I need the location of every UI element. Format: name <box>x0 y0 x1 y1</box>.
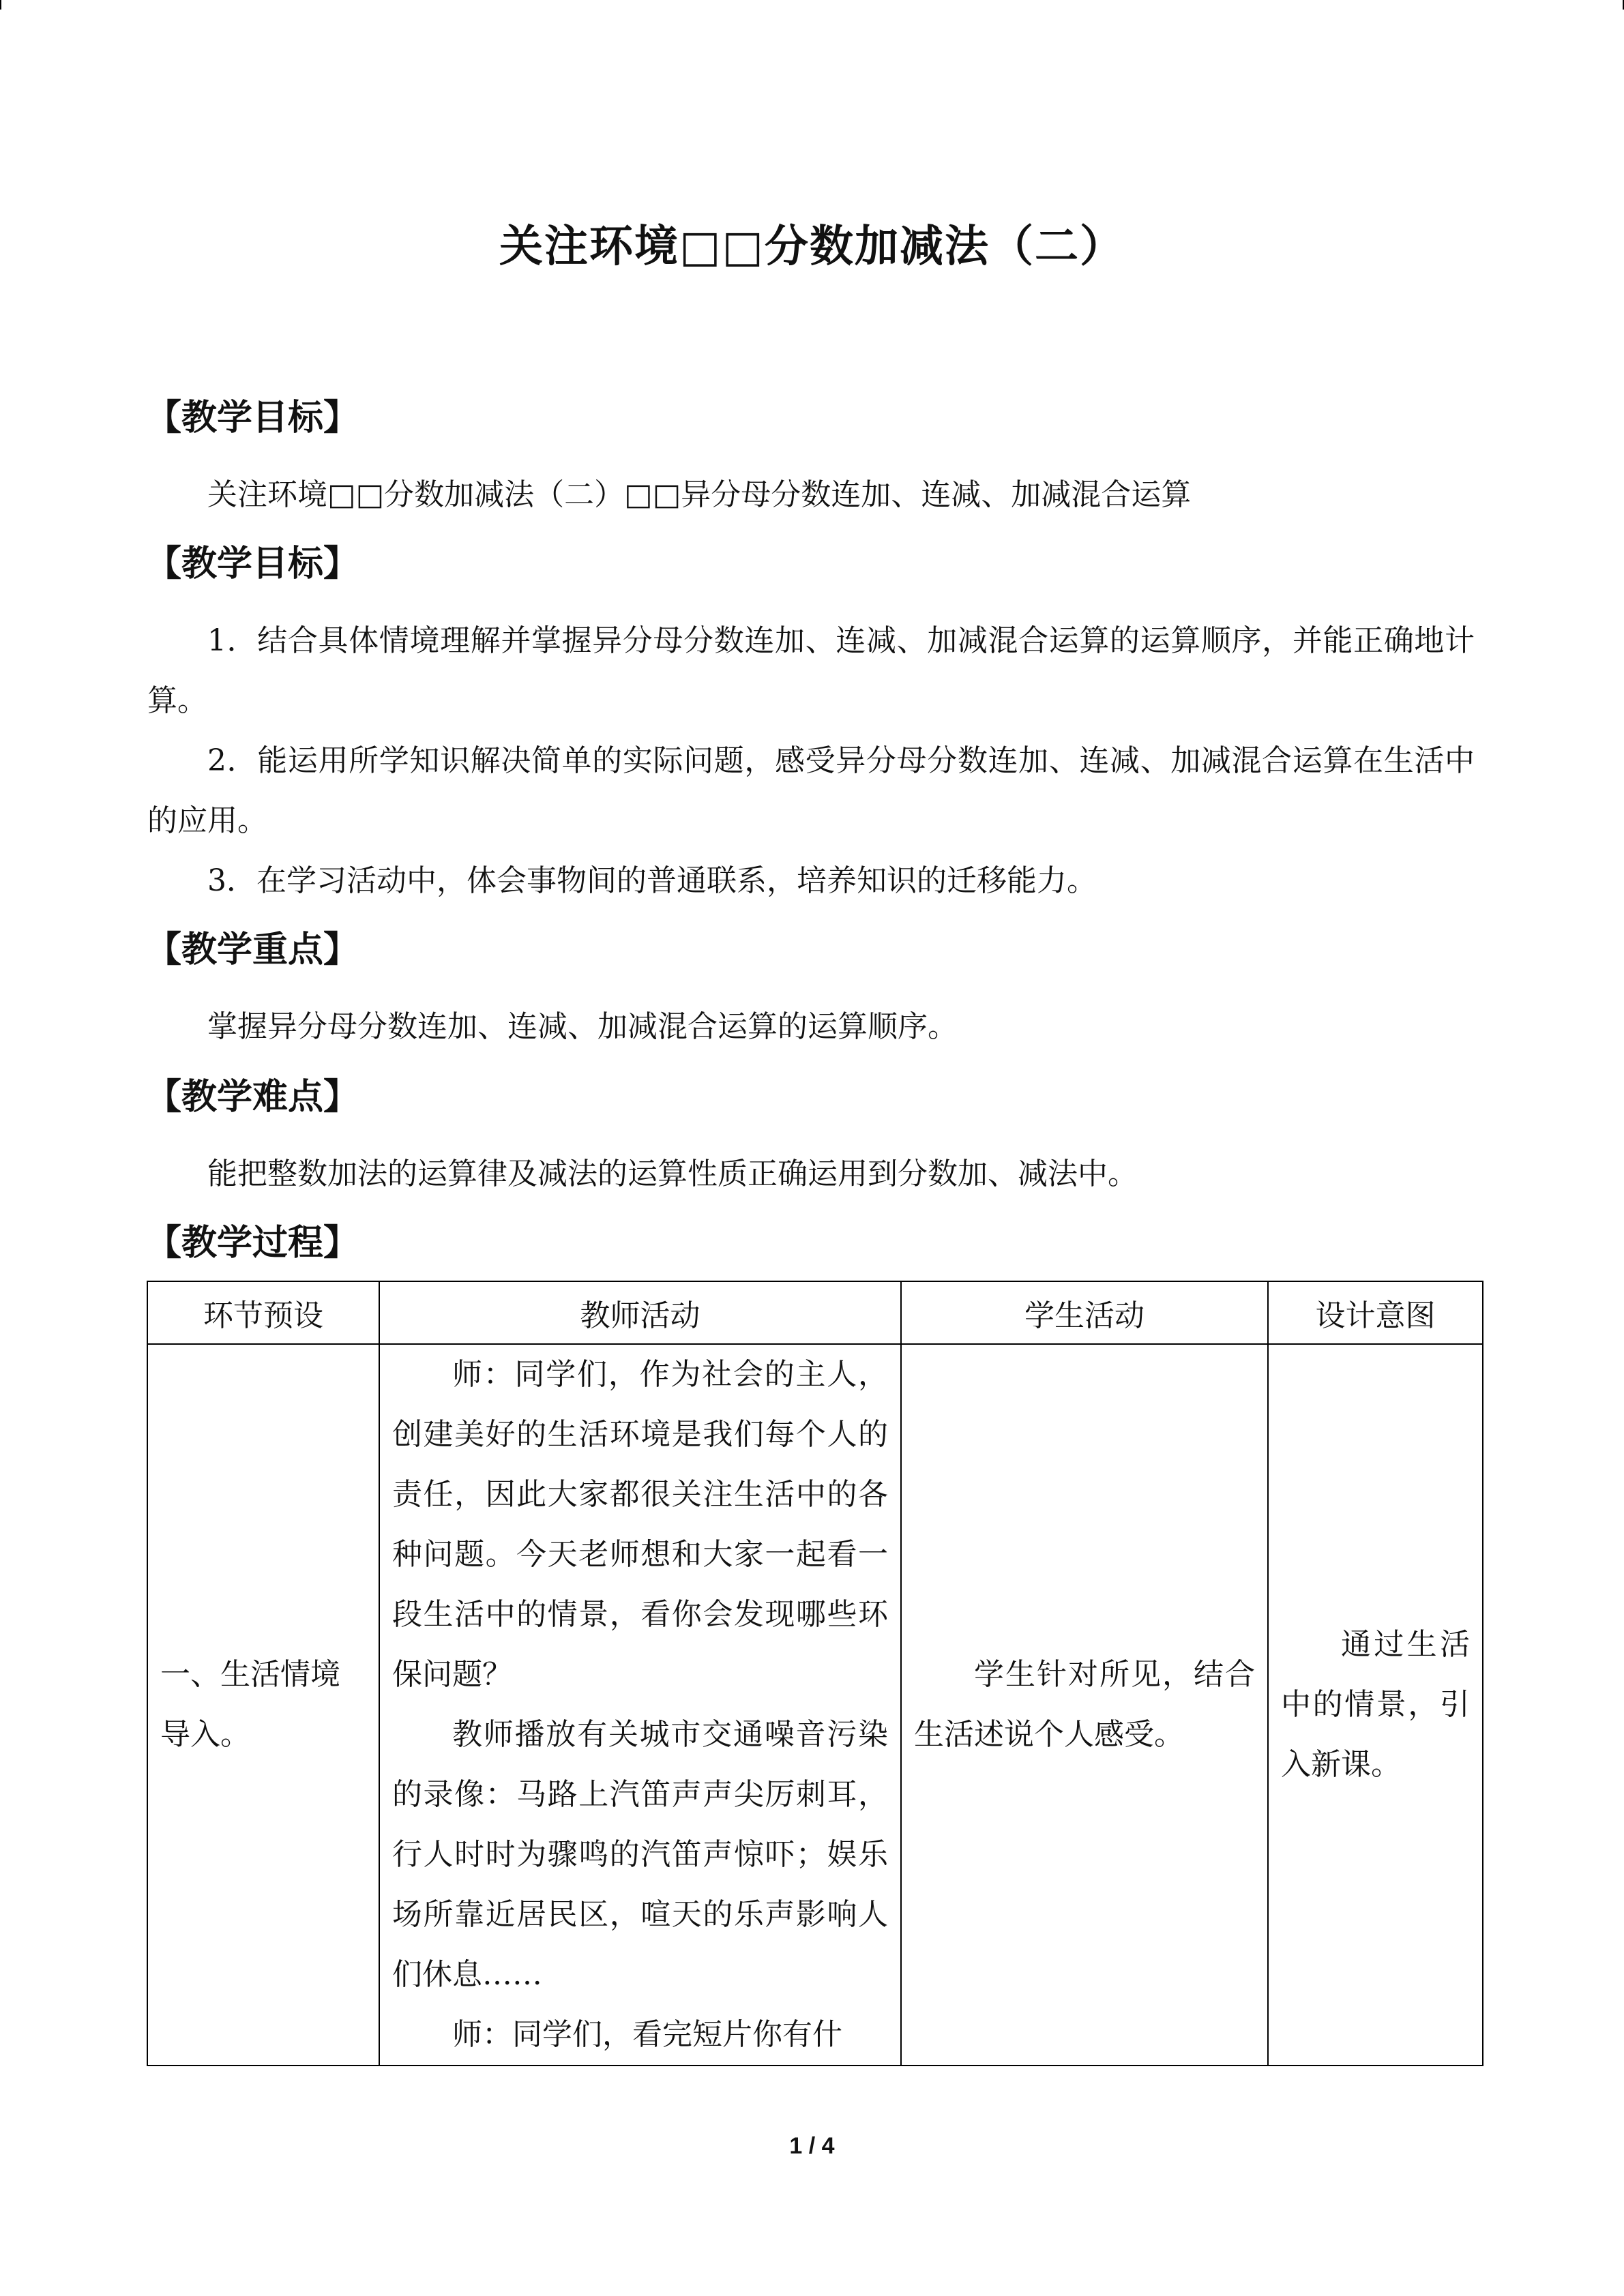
table-header-row <box>147 1281 1483 1344</box>
objective-heading-2: 【教学目标】 <box>146 543 359 584</box>
column-header-stage: 环节预设 <box>147 1281 379 1344</box>
column-header-student: 学生活动 <box>901 1281 1268 1344</box>
objective-item-1: 1．结合具体情境理解并掌握异分母分数连加、连减、加减混合运算的运算顺序，并能正确地计算。 <box>147 623 1475 718</box>
teacher-paragraph-3: 师：同学们，看完短片你有什 <box>452 2017 842 2052</box>
difficulty-text: 能把整数加法的运算律及减法的运算性质正确运用到分数加、减法中。 <box>207 1157 1138 1191</box>
process-heading: 【教学过程】 <box>146 1223 359 1264</box>
teaching-process-table <box>147 1281 1483 2066</box>
table-row <box>147 1344 1483 2066</box>
teacher-paragraph-1: 师：同学们，作为社会的主人，创建美好的生活环境是我们每个人的责任，因此大家都很关注生活中的各种问题。今天老师想和大家一起看一段生活中的情景，看你会发现哪些环保问题？ <box>392 1357 888 1692</box>
key-point-heading: 【教学重点】 <box>146 929 359 970</box>
cell-design-intent <box>1268 1344 1483 2066</box>
column-header-teacher: 教师活动 <box>379 1281 901 1344</box>
objective-item-2: 2．能运用所学知识解决简单的实际问题，感受异分母分数连加、连减、加减混合运算在生活中的应用。 <box>147 743 1475 838</box>
teacher-paragraph-2: 教师播放有关城市交通噪音污染的录像：马路上汽笛声声尖厉刺耳，行人时时为骤鸣的汽笛声惊吓；娱乐场所靠近居民区，喧天的乐声影响人们休息…… <box>392 1717 888 1992</box>
objective-heading-1: 【教学目标】 <box>146 398 359 438</box>
student-paragraph: 学生针对所见，结合生活述说个人感受。 <box>914 1657 1255 1752</box>
objective-item-3: 3．在学习活动中，体会事物间的普通联系，培养知识的迁移能力。 <box>207 863 1097 898</box>
objective-summary: 关注环境□□分数加减法（二）□□异分母分数连加、连减、加减混合运算 <box>207 477 1192 512</box>
cell-teacher-activity <box>379 1344 901 2066</box>
document-title: 关注环境□□分数加减法（二） <box>499 221 1125 272</box>
intent-paragraph: 通过生活中的情景，引入新课。 <box>1281 1627 1470 1782</box>
key-point-text: 掌握异分母分数连加、连减、加减混合运算的运算顺序。 <box>207 1009 958 1044</box>
cell-student-activity <box>901 1344 1268 2066</box>
cell-stage: 一、生活情境导入。 <box>147 1344 379 2066</box>
difficulty-heading: 【教学难点】 <box>146 1077 359 1118</box>
page-corner-mark-left <box>0 0 1 10</box>
page-number: 1 / 4 <box>789 2133 835 2159</box>
column-header-intent: 设计意图 <box>1268 1281 1483 1344</box>
